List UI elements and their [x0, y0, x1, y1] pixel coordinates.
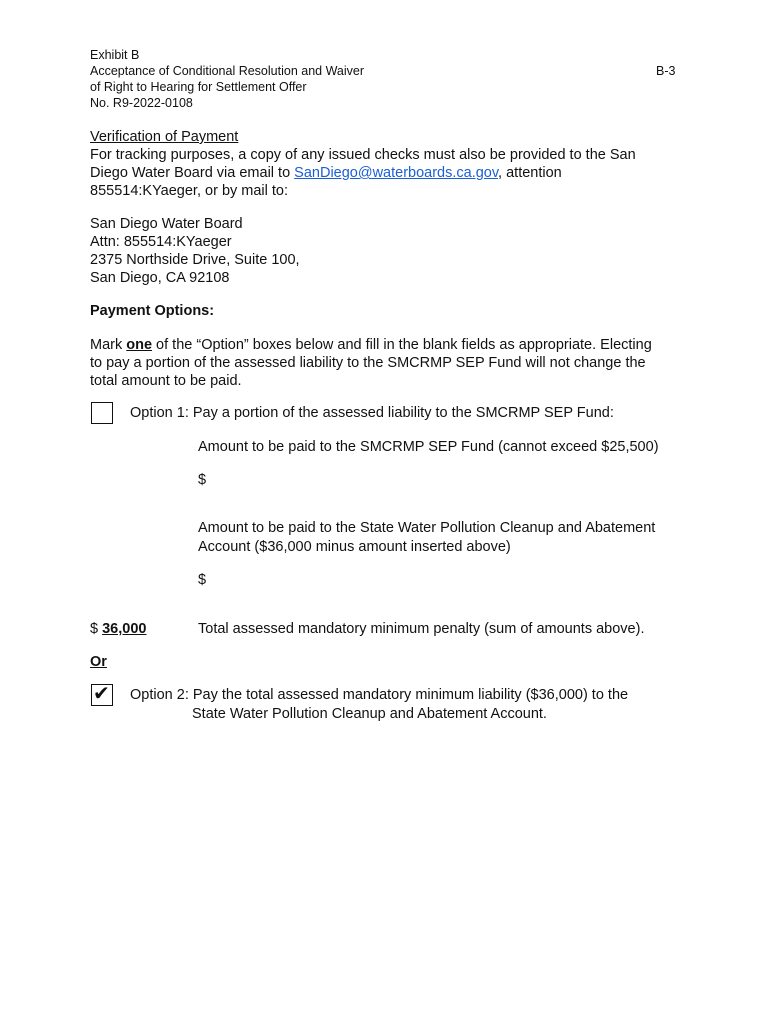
option1-state-amount-label-line1: Amount to be paid to the State Water Pollution Cleanup and Abatement: [198, 520, 656, 536]
verification-text-prefix: Diego Water Board via email to: [90, 165, 295, 181]
header-exhibit: Exhibit B: [90, 48, 140, 62]
header-title-line1: Acceptance of Conditional Resolution and Waiver: [90, 64, 364, 78]
verification-text-suffix: , attention: [498, 165, 562, 181]
intro-prefix: Mark: [90, 337, 127, 353]
payment-options-intro-line3: total amount to be paid.: [90, 373, 242, 389]
option2-label-line1: Option 2: Pay the total assessed mandatory minimum liability ($36,000) to the: [130, 687, 629, 703]
payment-options-intro-line1: [90, 336, 652, 354]
option1-state-amount-field[interactable]: $: [198, 572, 207, 588]
total-label: Total assessed mandatory minimum penalty (sum of amounts above).: [198, 621, 645, 637]
option2-label-line2: State Water Pollution Cleanup and Abatement Account.: [192, 706, 547, 722]
total-value: 36,000: [102, 621, 147, 637]
address-line1: San Diego Water Board: [90, 216, 243, 232]
payment-options-heading: Payment Options:: [90, 303, 215, 319]
total-currency: $: [90, 621, 103, 637]
or-label: Or: [90, 654, 107, 670]
address-line4: San Diego, CA 92108: [90, 270, 230, 286]
intro-suffix: of the “Option” boxes below and fill in the blank fields as appropriate. Electing: [152, 337, 652, 353]
intro-emphasis-one: one: [126, 337, 153, 353]
verification-heading: Verification of Payment: [90, 129, 239, 145]
payment-options-intro-line2: to pay a portion of the assessed liability to the SMCRMP SEP Fund will not change the: [90, 355, 646, 371]
total-amount: [90, 620, 146, 638]
address-line2: Attn: 855514:KYaeger: [90, 234, 232, 250]
page-number: B-3: [656, 64, 676, 78]
verification-text-line1: For tracking purposes, a copy of any issued checks must also be provided to the San: [90, 147, 636, 163]
checkmark-icon: ✔: [93, 681, 110, 705]
verification-text-line3: 855514:KYaeger, or by mail to:: [90, 183, 289, 199]
option2-checkbox[interactable]: [91, 681, 113, 706]
address-line3: 2375 Northside Drive, Suite 100,: [90, 252, 300, 268]
option1-checkbox[interactable]: [91, 402, 113, 424]
email-link[interactable]: SanDiego@waterboards.ca.gov: [294, 165, 499, 181]
verification-text-line2: [90, 164, 562, 182]
header-title-line2: of Right to Hearing for Settlement Offer: [90, 80, 307, 94]
option1-state-amount-label-line2: Account ($36,000 minus amount inserted above): [198, 539, 511, 555]
option1-sep-amount-label: Amount to be paid to the SMCRMP SEP Fund (cannot exceed $25,500): [198, 439, 659, 455]
option1-sep-amount-field[interactable]: $: [198, 472, 207, 488]
option1-label: Option 1: Pay a portion of the assessed liability to the SMCRMP SEP Fund:: [130, 405, 614, 421]
header-order-number: No. R9-2022-0108: [90, 96, 193, 110]
